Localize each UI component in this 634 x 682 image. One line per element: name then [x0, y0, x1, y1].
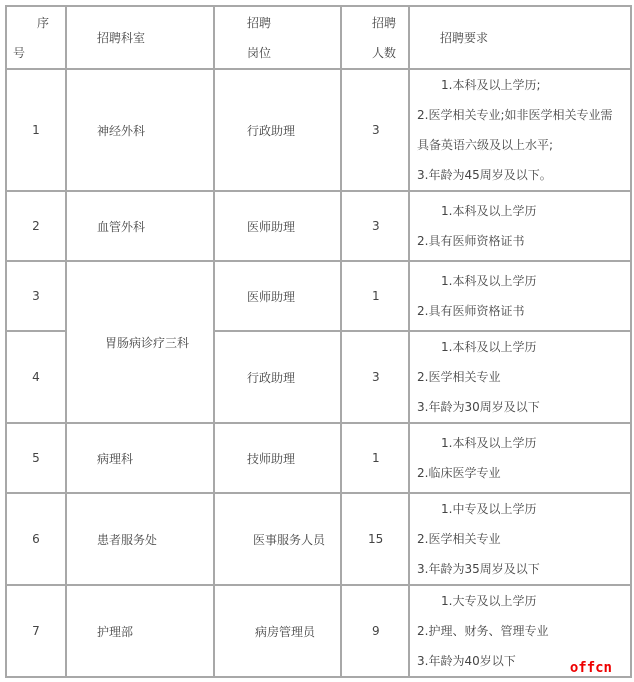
row-num: 1: [341, 261, 409, 331]
req-line: 1.中专及以上学历: [441, 502, 537, 516]
req-line: 1.本科及以上学历: [441, 274, 537, 288]
row-no: 2: [6, 191, 66, 261]
header-seq-a: 序: [36, 15, 49, 30]
row-pos: 行政助理: [214, 69, 341, 191]
row-pos: 医师助理: [214, 191, 341, 261]
req-line: 1.本科及以上学历;: [441, 78, 541, 92]
req-line: 2.医学相关专业;如非医学相关专业需: [417, 108, 613, 122]
row-dept: 护理部: [66, 585, 214, 677]
row-no: 3: [6, 261, 66, 331]
req-line: 1.本科及以上学历: [441, 436, 537, 450]
row-dept: 神经外科: [66, 69, 214, 191]
req-line: 3.年龄为45周岁及以下。: [417, 168, 552, 182]
req-line: 2.护理、财务、管理专业: [417, 624, 549, 638]
table-row: [6, 423, 631, 493]
row-pos: 行政助理: [214, 331, 341, 423]
header-num-a: 招聘: [372, 15, 397, 30]
header-row: [6, 6, 631, 69]
row-num: 1: [341, 423, 409, 493]
row-num: 9: [341, 585, 409, 677]
row-num: 15: [341, 493, 409, 585]
row-pos: 医师助理: [214, 261, 341, 331]
req-line: 1.本科及以上学历: [441, 340, 537, 354]
row-no: 5: [6, 423, 66, 493]
table-row: [6, 585, 631, 677]
req-line: 2.医学相关专业: [417, 370, 501, 384]
row-pos: 病房管理员: [214, 585, 341, 677]
row-dept: 血管外科: [66, 191, 214, 261]
req-line: 2.临床医学专业: [417, 466, 501, 480]
req-line: 2.医学相关专业: [417, 532, 501, 546]
row-num: 3: [341, 69, 409, 191]
req-line: 1.本科及以上学历: [441, 204, 537, 218]
table-row: [6, 69, 631, 191]
req-line: 3.年龄为35周岁及以下: [417, 562, 540, 576]
row-dept: 胃肠病诊疗三科: [66, 261, 214, 423]
row-num: 3: [341, 331, 409, 423]
header-req: 招聘要求: [409, 6, 631, 69]
row-pos: 技师助理: [214, 423, 341, 493]
table-row: [6, 493, 631, 585]
table-row: [6, 261, 631, 331]
req-line: 1.大专及以上学历: [441, 594, 537, 608]
recruitment-table: [5, 5, 632, 678]
header-seq-b: 号: [13, 45, 26, 60]
req-line: 3.年龄为30周岁及以下: [417, 400, 540, 414]
row-no: 7: [6, 585, 66, 677]
watermark-logo: offcn: [569, 660, 612, 676]
row-pos: 医事服务人员: [214, 493, 341, 585]
header-pos-b: 岗位: [247, 45, 272, 60]
row-dept: 患者服务处: [66, 493, 214, 585]
row-dept: 病理科: [66, 423, 214, 493]
row-no: 1: [6, 69, 66, 191]
table-row: [6, 191, 631, 261]
req-line: 3.年龄为40岁以下: [417, 654, 516, 668]
header-dept: 招聘科室: [66, 6, 214, 69]
header-num-b: 人数: [372, 45, 397, 60]
header-pos-a: 招聘: [247, 15, 272, 30]
req-line: 具备英语六级及以上水平;: [417, 138, 554, 152]
req-line: 2.具有医师资格证书: [417, 234, 525, 248]
row-no: 6: [6, 493, 66, 585]
row-no: 4: [6, 331, 66, 423]
row-num: 3: [341, 191, 409, 261]
req-line: 2.具有医师资格证书: [417, 304, 525, 318]
